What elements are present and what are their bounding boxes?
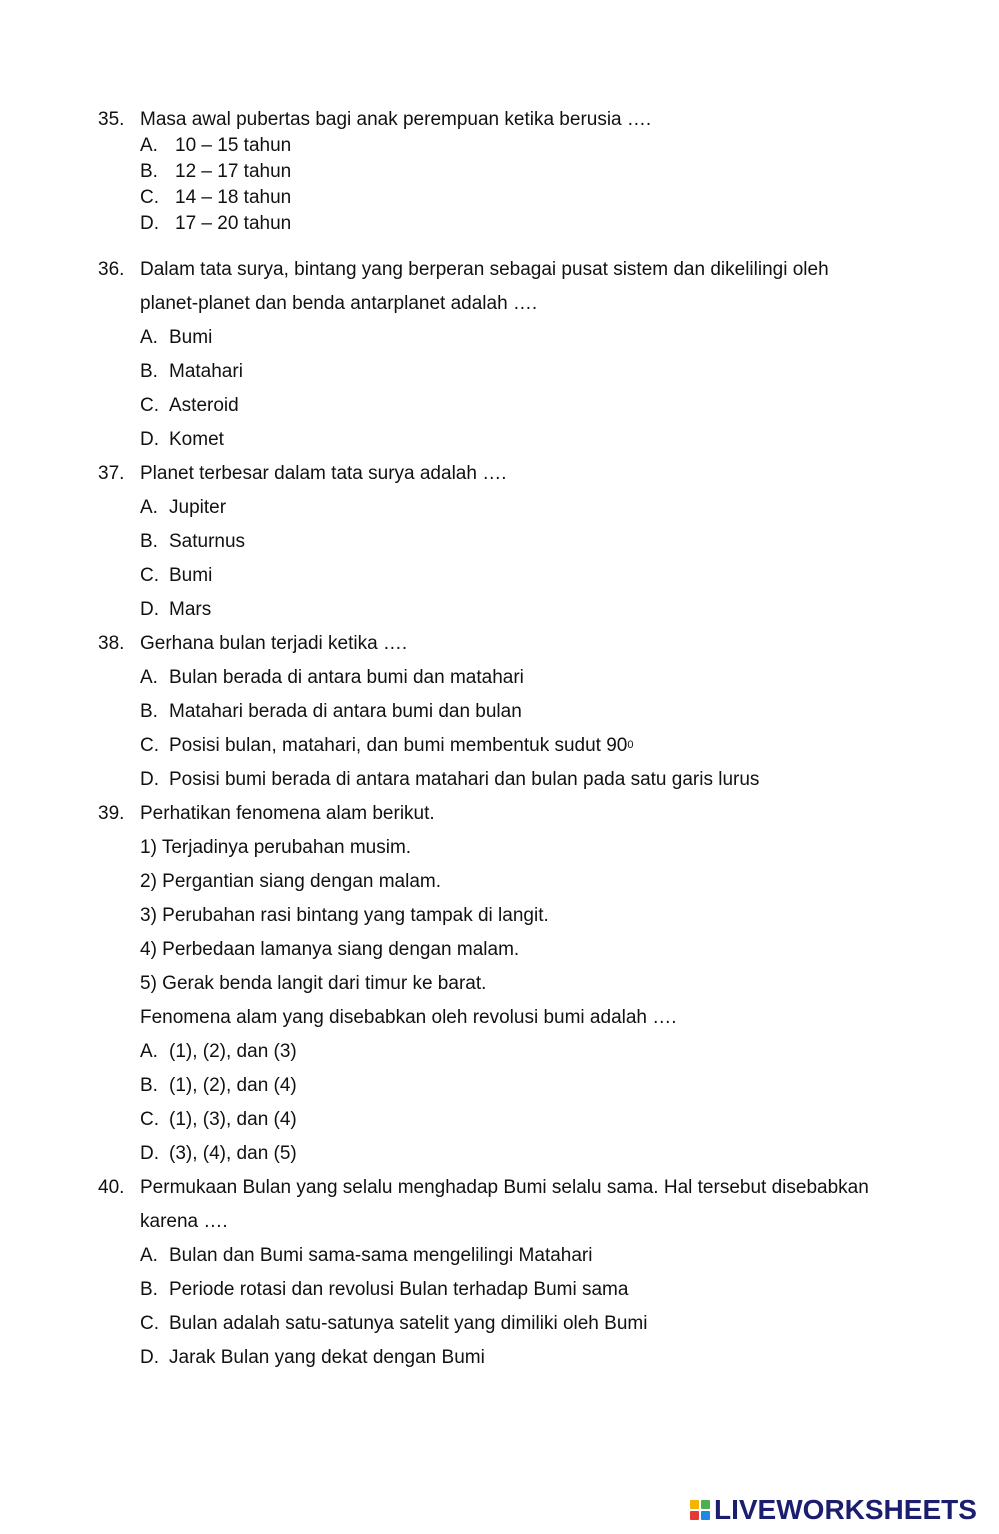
option-c[interactable]: Asteroid bbox=[169, 395, 239, 416]
option-c[interactable] bbox=[169, 734, 634, 760]
option-letter: A. bbox=[140, 135, 158, 156]
option-letter: A. bbox=[140, 1245, 158, 1266]
option-a[interactable]: (1), (2), dan (3) bbox=[169, 1041, 297, 1062]
question-text: Dalam tata surya, bintang yang berperan sebagai pusat sistem dan dikelilingi oleh bbox=[140, 259, 829, 280]
logo-block bbox=[690, 1511, 699, 1520]
option-d[interactable]: Komet bbox=[169, 429, 224, 450]
option-letter: A. bbox=[140, 327, 158, 348]
option-a[interactable]: Jupiter bbox=[169, 497, 227, 518]
option-b[interactable]: (1), (2), dan (4) bbox=[169, 1075, 297, 1096]
question-text: Perhatikan fenomena alam berikut. bbox=[140, 803, 435, 824]
option-b[interactable]: 12 – 17 tahun bbox=[175, 161, 292, 182]
degree-superscript: 0 bbox=[627, 739, 634, 751]
option-letter: B. bbox=[140, 161, 158, 182]
option-letter: C. bbox=[140, 1109, 159, 1130]
option-letter: A. bbox=[140, 497, 158, 518]
option-letter: B. bbox=[140, 361, 158, 382]
question-text-continued: karena …. bbox=[140, 1211, 228, 1232]
question-text: Planet terbesar dalam tata surya adalah …. bbox=[140, 463, 507, 484]
option-letter: B. bbox=[140, 531, 158, 552]
logo-blocks-icon bbox=[690, 1500, 710, 1520]
option-letter: D. bbox=[140, 599, 159, 620]
option-b[interactable]: Saturnus bbox=[169, 531, 246, 552]
question-number: 39. bbox=[98, 803, 125, 824]
phenomenon-item: 4) Perbedaan lamanya siang dengan malam. bbox=[140, 939, 520, 960]
question-number: 35. bbox=[98, 109, 125, 130]
phenomenon-item: 1) Terjadinya perubahan musim. bbox=[140, 837, 412, 858]
question-number: 36. bbox=[98, 259, 125, 280]
option-d[interactable]: 17 – 20 tahun bbox=[175, 213, 292, 234]
option-c[interactable]: (1), (3), dan (4) bbox=[169, 1109, 297, 1130]
phenomenon-item: 2) Pergantian siang dengan malam. bbox=[140, 871, 442, 892]
liveworksheets-logo[interactable] bbox=[690, 1495, 977, 1525]
option-letter: C. bbox=[140, 1313, 159, 1334]
phenomenon-item: 5) Gerak benda langit dari timur ke barat. bbox=[140, 973, 487, 994]
option-b[interactable]: Matahari berada di antara bumi dan bulan bbox=[169, 701, 522, 722]
option-letter: B. bbox=[140, 1075, 158, 1096]
option-letter: B. bbox=[140, 1279, 158, 1300]
option-letter: A. bbox=[140, 1041, 158, 1062]
option-letter: C. bbox=[140, 395, 159, 416]
option-d[interactable]: Posisi bumi berada di antara matahari dan bulan pada satu garis lurus bbox=[169, 769, 760, 790]
question-prompt: Fenomena alam yang disebabkan oleh revolusi bumi adalah …. bbox=[140, 1007, 677, 1028]
logo-block bbox=[701, 1511, 710, 1520]
option-d[interactable]: Mars bbox=[169, 599, 212, 620]
option-c-text: Posisi bulan, matahari, dan bumi membentuk sudut 90 bbox=[169, 735, 628, 756]
option-c[interactable]: 14 – 18 tahun bbox=[175, 187, 292, 208]
option-b[interactable]: Matahari bbox=[169, 361, 243, 382]
option-letter: D. bbox=[140, 769, 159, 790]
option-letter: D. bbox=[140, 213, 159, 234]
question-text: Masa awal pubertas bagi anak perempuan ketika berusia …. bbox=[140, 109, 652, 130]
phenomenon-item: 3) Perubahan rasi bintang yang tampak di langit. bbox=[140, 905, 549, 926]
question-text: Gerhana bulan terjadi ketika …. bbox=[140, 633, 408, 654]
question-text-continued: planet-planet dan benda antarplanet adalah …. bbox=[140, 293, 538, 314]
option-a[interactable]: Bulan dan Bumi sama-sama mengelilingi Matahari bbox=[169, 1245, 593, 1266]
question-text: Permukaan Bulan yang selalu menghadap Bumi selalu sama. Hal tersebut disebabkan bbox=[140, 1177, 869, 1198]
option-letter: C. bbox=[140, 187, 159, 208]
logo-block bbox=[690, 1500, 699, 1509]
question-number: 40. bbox=[98, 1177, 125, 1198]
option-d[interactable]: (3), (4), dan (5) bbox=[169, 1143, 297, 1164]
option-a[interactable]: Bulan berada di antara bumi dan matahari bbox=[169, 667, 524, 688]
option-c[interactable]: Bulan adalah satu-satunya satelit yang dimiliki oleh Bumi bbox=[169, 1313, 648, 1334]
option-c[interactable]: Bumi bbox=[169, 565, 213, 586]
logo-text: LIVEWORKSHEETS bbox=[714, 1494, 977, 1525]
option-letter: D. bbox=[140, 429, 159, 450]
option-letter: D. bbox=[140, 1143, 159, 1164]
question-number: 37. bbox=[98, 463, 125, 484]
option-a[interactable]: 10 – 15 tahun bbox=[175, 135, 292, 156]
question-number: 38. bbox=[98, 633, 125, 654]
option-letter: A. bbox=[140, 667, 158, 688]
logo-block bbox=[701, 1500, 710, 1509]
option-letter: B. bbox=[140, 701, 158, 722]
option-letter: C. bbox=[140, 565, 159, 586]
option-d[interactable]: Jarak Bulan yang dekat dengan Bumi bbox=[169, 1347, 485, 1368]
option-letter: D. bbox=[140, 1347, 159, 1368]
option-a[interactable]: Bumi bbox=[169, 327, 213, 348]
option-letter: C. bbox=[140, 735, 159, 756]
option-b[interactable]: Periode rotasi dan revolusi Bulan terhadap Bumi sama bbox=[169, 1279, 629, 1300]
